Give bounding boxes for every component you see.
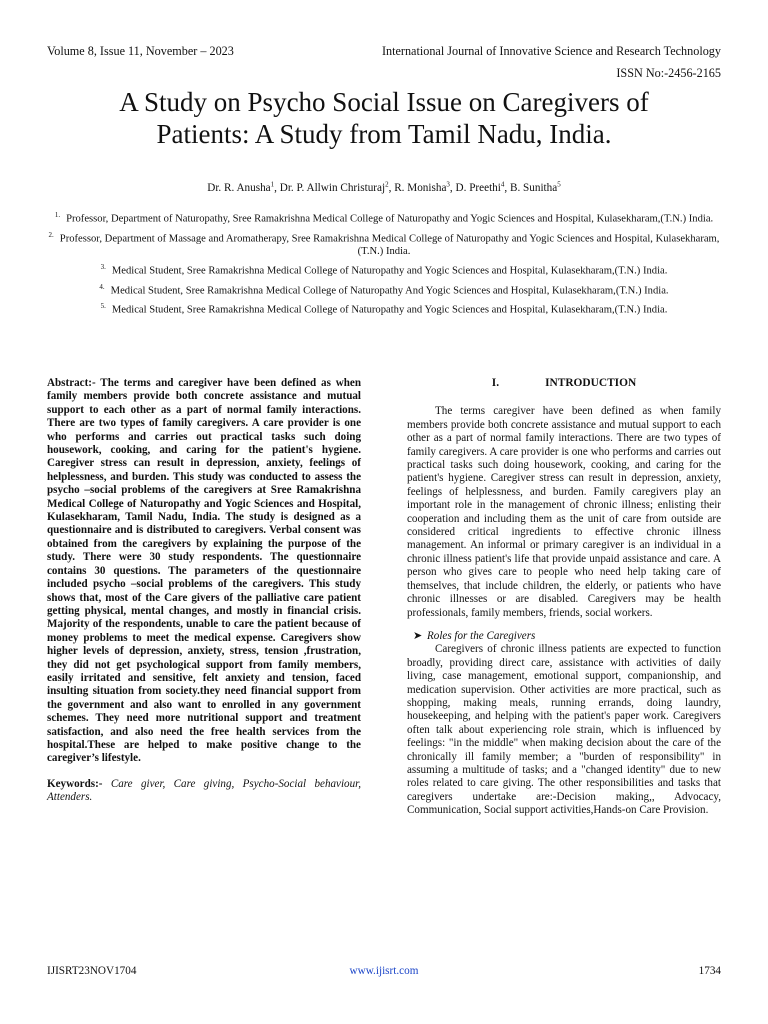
author: B. Sunitha$^5$ [509,180,561,194]
affiliation-1: $^{1.}$ Professor, Department of Naturopathy, Sree Ramakrishna Medical College of Naturopathy and Yogic Sciences and Hospital, Kulasekharam,(T.N.) India. [54,211,714,225]
author: D. Preethi$^4$, [455,180,510,194]
arrow-bullet-icon: ➤ [413,629,423,642]
author-list [40,180,728,194]
section-number: I. [491,377,500,389]
author: Dr. R. Anusha$^1$, [207,180,280,194]
intro-paragraph: The terms caregiver have been defined as when family members provide both concrete assistance and mutual support to each other as a part of normal family interactions. There are two types of family caregivers. A care provider is one who performs and carries out practical tasks such doing housework, cooking, and caring for the patient's hygiene. Caregiver stress can result in depression, anxiety, feelings of helplessness, and burden. Family caregivers play an important role in the management of chronic illness; enlisting their cooperation and including them as the unit of care from outside are considered critical ingredients to effective chronic illness management. An informal or primary caregiver is an individual in a chronic illness patient's life that provide unpaid assistance and care. A person who gives care to people who need help taking care of themselves, that include children, the elderly, or patients who have chronic illnesses or are disabled. Caregivers may be health professionals, family members, friends, social workers. [407,405,721,619]
title-line-1: A Study on Psycho Social Issue on Caregivers of [119,87,649,117]
right-column [407,377,721,818]
section-title: INTRODUCTION [545,377,637,389]
issn: ISSN No:-2456-2165 [616,66,721,80]
roles-paragraph: Caregivers of chronic illness patients are expected to function broadly, providing direct care, assistance with activities of daily living, case management, emotional support, companionship, and medication supervision. Other activities are more practical, such as shopping, making meals, running errands, doing laundry, housekeeping, and helping with the patient's paper work. Caregivers often talk about experiencing role strain, which is influenced by feelings: "in the middle" when making decision about the care of the chronically ill family member; a "burden of responsibility" in assuming a multitude of tasks; and a "changed identity" due to new roles related to care giving. The other responsibilities and tasks that caregivers undertake are:-Decision making,, Advocacy, Communication, Social support activities,Hands-on Care Provision. [407,643,721,817]
author: Dr. P. Allwin Christuraj$^2$, [279,180,395,194]
keywords-label: Keywords:- [47,777,103,790]
abstract: Abstract:- The terms and caregiver have been defined as when family members provide both concrete assistance and mutual support to each other as a part of normal family interactions. There are two types of family caregivers. A care provider is one who performs and carries out practical tasks such doing housework, cooking, and caring for the patient's hygiene. Caregiver stress can result in depression, anxiety, feelings of helplessness, and burden. This study was conducted to assess the psycho –social problems of the caregivers at Sree Ramakrishna Medical College of Naturopathy and Yogic Sciences and Hospital, Kulasekharam, Tamil Nadu, India. The study is designed as a questionnaire and is distributed to caregivers. Verbal consent was obtained from the caregivers by explaining the purpose of the study. There were 30 study respondents. The questionnaire contains 30 questions. The parameters of the questionnaire included psycho –social problems of the caregivers. This study shows that, most of the Care givers of the palliative care patient getting physical, mental changes, and mostly in financial crisis. Majority of the respondents, unable to care the patient because of money problems to meet the medical expense. Caregivers show higher levels of depression, anxiety, stress, tension ,frustration, they did not get psychological support from family members, easily irritated and sensitive, felt anxiety and tension, faced insulting situation from society.they need financial support from the government and also want to enrolled in any government schemes. They need more nutritional support and treatment satisfaction, and also need the free health services from the hospital.These are helped to make positive change to the caregiver’s lifestyle. [47,377,361,765]
affiliation-2: $^{2.}$ Professor, Department of Massage and Aromatherapy, Sree Ramakrishna Medical College of Naturopathy and Yogic Sciences and Hospital, Kulasekharam,(T.N.) India. [48,230,720,258]
paper-id: IJISRT23NOV1704 [47,965,137,977]
title-line-2: Patients: A Study from Tamil Nadu, India. [156,119,612,149]
affiliations [47,209,721,320]
affiliation-4: $^{4.}$ Medical Student, Sree Ramakrishna Medical College of Naturopathy And Yogic Sciences and Hospital, Kulasekharam,(T.N.) India. [99,282,669,297]
journal-volume: Volume 8, Issue 11, November – 2023 [47,44,234,58]
subsection-title: Roles for the Caregivers [427,629,536,642]
affiliation-5: $^{5.}$ Medical Student, Sree Ramakrishna Medical College of Naturopathy and Yogic Sciences and Hospital, Kulasekharam,(T.N.) India. [100,302,668,316]
page-number: 1734 [698,965,721,977]
journal-name: International Journal of Innovative Science and Research Technology [381,44,721,58]
subsection-heading [407,630,721,643]
keywords [47,778,361,805]
keywords-text: Care giver, Care giving, Psycho-Social behaviour, Attenders. [47,777,361,804]
paper-title [40,86,728,150]
journal-website-link[interactable]: www.ijisrt.com [349,965,419,977]
author: R. Monisha$^3$, [394,180,456,194]
left-column [47,377,361,805]
affiliation-3: $^{3.}$ Medical Student, Sree Ramakrishna Medical College of Naturopathy and Yogic Sciences and Hospital, Kulasekharam,(T.N.) India. [100,263,668,277]
section-heading [407,377,721,390]
